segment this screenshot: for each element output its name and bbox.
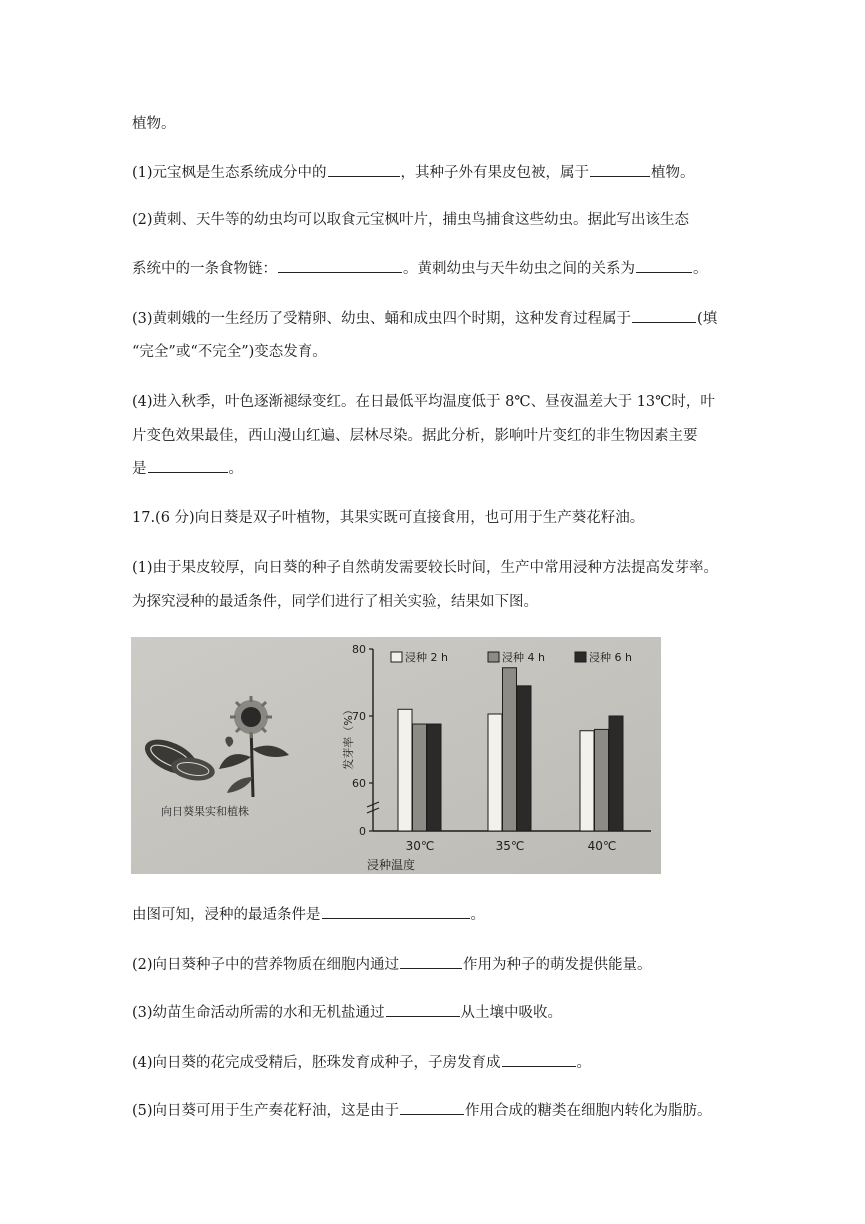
legend-label: 浸种 2 h [405,651,448,664]
question-3-line-2: “完全”或“不完全”)变态发育。 [132,344,327,360]
answer-blank[interactable] [328,162,400,177]
bar-1-1 [503,668,517,831]
bar-2-1 [595,729,609,831]
x-tick-label: 30℃ [405,839,435,853]
sub-1-line-2: 为探究浸种的最适条件，同学们进行了相关实验，结果如下图。 [132,594,538,610]
answer-blank[interactable] [632,308,696,323]
x-tick-label: 40℃ [587,839,617,853]
answer-blank[interactable] [502,1052,576,1067]
question-4-line-2: 片变色效果最佳，西山漫山红遍、层林尽染。据此分析，影响叶片变红的非生物因素主要 [132,428,698,444]
question-4-line-3: 是 。 [132,458,243,479]
x-axis-label: 浸种温度 [366,858,416,872]
question-1: (1)元宝枫是生态系统成分中的 ，其种子外有果皮包被，属于 植物。 [132,162,695,183]
answer-blank[interactable] [148,458,228,473]
y-tick-label: 0 [359,825,366,838]
legend-label: 浸种 6 h [589,651,632,664]
question-3-line-1: (3)黄刺娥的一生经历了受精卵、幼虫、蛹和成虫四个时期，这种发育过程属于 (填 [132,308,717,329]
y-tick-label: 60 [352,777,366,790]
question-17-title: 17.(6 分)向日葵是双子叶植物，其果实既可直接食用，也可用于生产葵花籽油。 [132,510,645,526]
legend-swatch [391,652,402,662]
answer-blank[interactable] [278,258,402,273]
question-2-line-2: 系统中的一条食物链： 。黄刺幼虫与天牛幼虫之间的关系为 。 [132,258,708,279]
bar-2-0 [580,731,594,831]
sub-2: (2)向日葵种子中的营养物质在细胞内通过 作用为种子的萌发提供能量。 [132,954,652,975]
legend-swatch [575,652,586,662]
answer-blank[interactable] [386,1002,460,1017]
question-4-line-1: (4)进入秋季，叶色逐渐褪绿变红。在日最低平均温度低于 8℃、昼夜温差大于 13℃时，叶 [132,394,715,410]
line-continuation: 植物。 [132,116,176,132]
answer-blank[interactable] [322,904,470,919]
answer-blank[interactable] [400,954,462,969]
y-axis-label: 发芽率（%） [342,704,355,770]
sub-4: (4)向日葵的花完成受精后，胚珠发育成种子，子房发育成 。 [132,1052,591,1073]
y-tick-label: 70 [352,710,366,723]
bar-1-0 [488,714,502,831]
legend-swatch [488,652,499,662]
sub-1-line-3: 由图可知，浸种的最适条件是 。 [132,904,485,925]
question-2-line-1: (2)黄刺、天牛等的幼虫均可以取食元宝枫叶片，捕虫鸟捕食这些幼虫。据此写出该生态 [132,212,690,228]
answer-blank[interactable] [400,1100,464,1115]
x-tick-label: 35℃ [495,839,525,853]
sub-5: (5)向日葵可用于生产奏花籽油，这是由于 作用合成的糖类在细胞内转化为脂肪。 [132,1100,712,1121]
bar-0-2 [427,724,441,831]
figure-photo [131,637,661,874]
bar-2-2 [609,716,623,831]
answer-blank[interactable] [590,162,650,177]
y-tick-label: 80 [352,643,366,656]
sub-3: (3)幼苗生命活动所需的水和无机盐通过 从土壤中吸收。 [132,1002,562,1023]
answer-blank[interactable] [636,258,692,273]
plant-caption: 向日葵果实和植株 [161,805,249,818]
bar-0-0 [398,709,412,831]
legend-label: 浸种 4 h [502,651,545,664]
bar-0-1 [413,724,427,831]
bar-1-2 [517,686,531,831]
sub-1-line-1: (1)由于果皮较厚，向日葵的种子自然萌发需要较长时间，生产中常用浸种方法提高发芽率。 [132,560,719,576]
